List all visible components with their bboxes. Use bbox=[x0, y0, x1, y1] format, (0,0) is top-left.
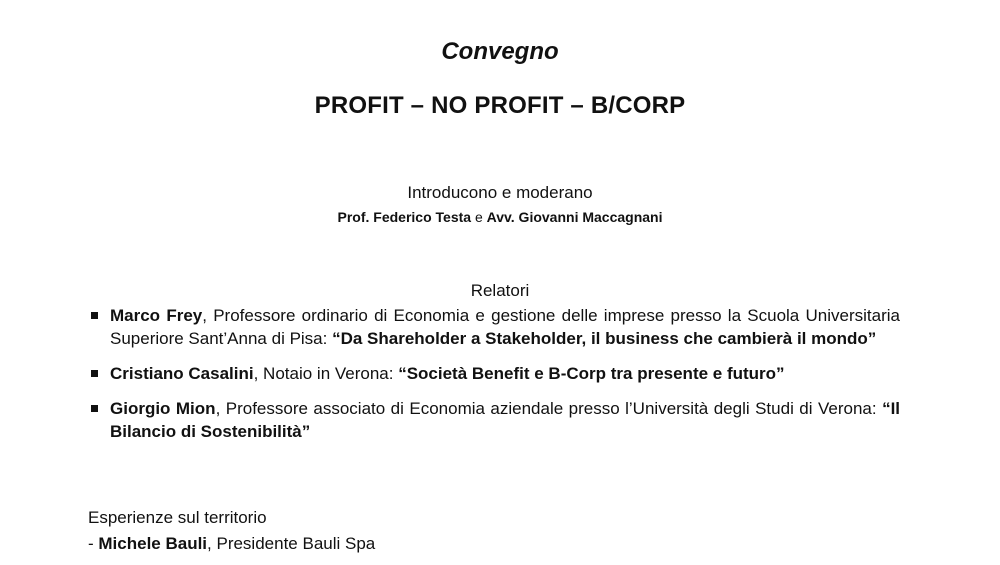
speaker-item bbox=[88, 362, 900, 385]
speaker-item bbox=[88, 397, 900, 443]
speaker-name: Cristiano Casalini bbox=[110, 364, 254, 383]
territory-prefix: - bbox=[88, 534, 99, 553]
territory-list bbox=[88, 532, 375, 555]
page-title: PROFIT – NO PROFIT – B/CORP bbox=[314, 92, 686, 119]
talk-title: “Società Benefit e B-Corp tra presente e futuro” bbox=[398, 364, 785, 383]
speaker-name: Marco Frey bbox=[110, 306, 203, 325]
speaker-name: Giorgio Mion bbox=[110, 399, 216, 418]
speaker-item bbox=[88, 304, 900, 350]
territory-item bbox=[88, 532, 375, 555]
moderator-name: Prof. Federico Testa bbox=[337, 209, 472, 225]
talk-title: “Da Shareholder a Stakeholder, il business che cambierà il mondo” bbox=[332, 329, 877, 348]
speaker-role: , Professore ordinario di Economia e gestione delle imprese presso la Scuola Universitaria Superiore Sant’Anna di Pisa: bbox=[110, 306, 900, 348]
territory-heading: Esperienze sul territorio bbox=[88, 508, 267, 527]
moderators-connector: e bbox=[474, 209, 483, 225]
moderator-name: Avv. Giovanni Maccagnani bbox=[486, 209, 663, 225]
territory-name: Michele Bauli bbox=[98, 534, 208, 553]
speakers-heading: Relatori bbox=[470, 281, 530, 300]
territory-role: , Presidente Bauli Spa bbox=[207, 534, 376, 553]
moderators-line bbox=[0, 209, 1000, 225]
talk-title: “Il Bilancio di Sostenibilità” bbox=[110, 399, 901, 441]
moderation-intro: Introducono e moderano bbox=[407, 183, 593, 202]
speakers-list bbox=[88, 304, 900, 455]
speaker-role: , Notaio in Verona: bbox=[253, 364, 399, 383]
event-type: Convegno bbox=[441, 38, 559, 65]
speaker-role: , Professore associato di Economia aziendale presso l’Università degli Studi di Verona: bbox=[215, 399, 883, 418]
